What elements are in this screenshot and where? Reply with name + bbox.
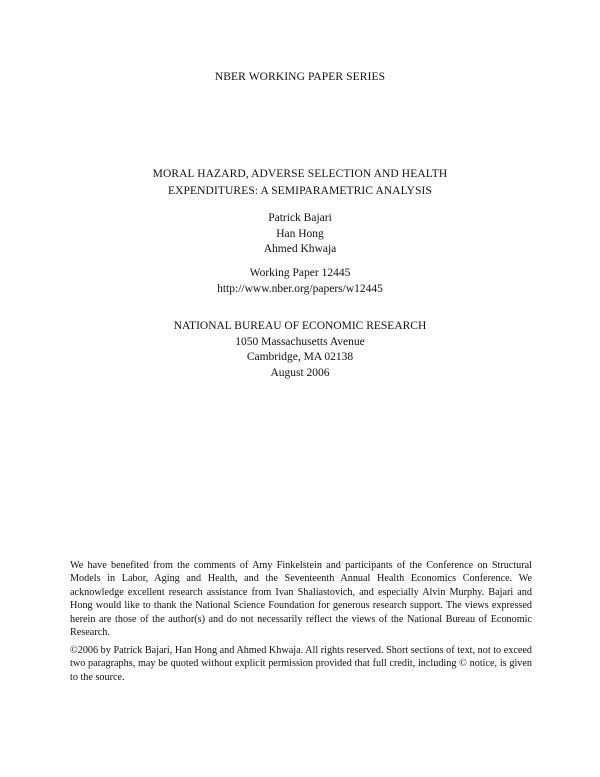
institution-address xyxy=(0,319,600,381)
institution-street: 1050 Massachusetts Avenue xyxy=(235,335,365,348)
publication-date: August 2006 xyxy=(270,366,330,379)
series-heading: NBER WORKING PAPER SERIES xyxy=(214,71,386,83)
paper-title xyxy=(0,166,600,200)
author-name: Ahmed Khwaja xyxy=(263,243,337,255)
working-paper-number: Working Paper 12445 xyxy=(249,267,351,279)
author-name: Han Hong xyxy=(276,227,324,240)
title-line-2: EXPENDITURES: A SEMIPARAMETRIC ANALYSIS xyxy=(168,185,432,197)
author-list xyxy=(0,211,600,258)
author-name: Patrick Bajari xyxy=(268,212,332,224)
acknowledgement-note xyxy=(70,559,532,639)
title-line-1: MORAL HAZARD, ADVERSE SELECTION AND HEALTH xyxy=(152,168,448,180)
acknowledgement-text: We have benefited from the comments of Amy Finkelstein and participants of the Conference on Structural Models in Labor, Aging and Health, and the Seventeenth Annual Health Economics Conference. We acknowledge excellent research assistance from Ivan Shaliastovich, and especially Alvin Murphy. Bajari and Hong would like to thank the National Science Foundation for generous research support. The views expressed herein are those of the author(s) and do not necessarily reflect the views of the National Bureau of Economic Research. xyxy=(70,560,532,639)
institution-name: NATIONAL BUREAU OF ECONOMIC RESEARCH xyxy=(173,320,427,332)
copyright-text: ©2006 by Patrick Bajari, Han Hong and Ahmed Khwaja. All rights reserved. Short sections of text, not to exceed two paragraphs, may be quoted without explicit permission provided that full credit, including © notice, is given to the source. xyxy=(70,645,532,683)
institution-city: Cambridge, MA 02138 xyxy=(246,351,354,363)
working-paper-info xyxy=(0,266,600,297)
copyright-note xyxy=(70,644,532,684)
working-paper-url[interactable]: http://www.nber.org/papers/w12445 xyxy=(217,282,383,295)
